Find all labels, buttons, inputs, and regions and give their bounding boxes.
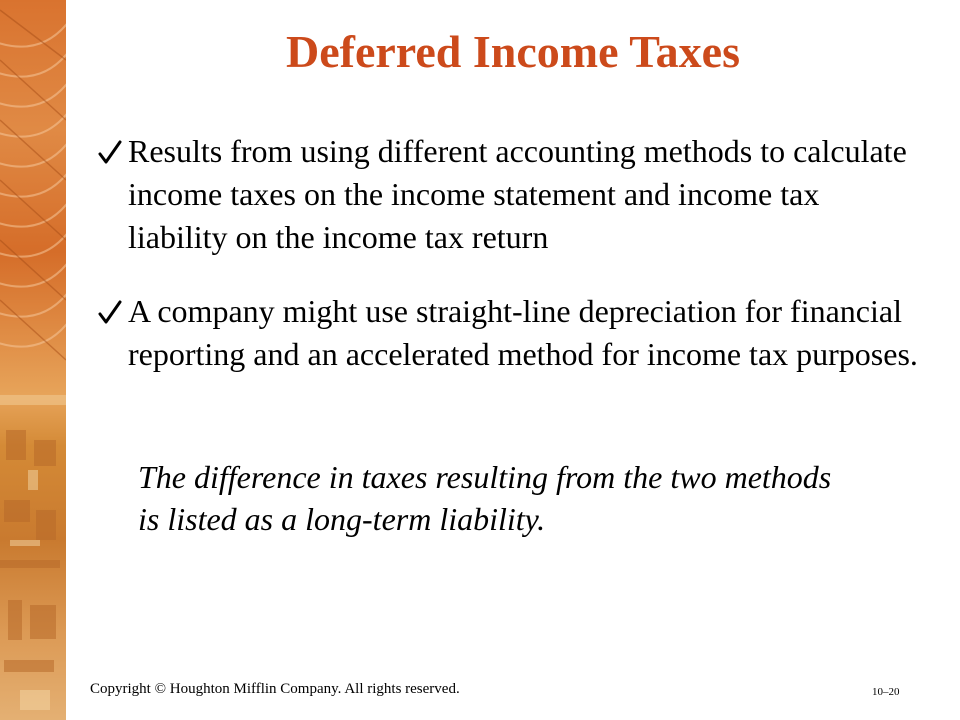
checkmark-icon (98, 130, 122, 173)
bullet-item (98, 130, 918, 259)
bullet-text: A company might use straight-line depreciation for financial reporting and an accelerated method for income tax purposes. (128, 293, 918, 372)
decorative-side-strip (0, 0, 66, 720)
checkmark-icon (98, 290, 122, 333)
slide-number: 10–20 (872, 686, 900, 698)
slide-title: Deferred Income Taxes (286, 26, 740, 77)
bullet-text: Results from using different accounting methods to calculate income taxes on the income statement and income tax liability on the income tax return (128, 133, 907, 255)
italic-note: The difference in taxes resulting from the two methods is listed as a long-term liability. (138, 459, 832, 537)
bullet-item (98, 290, 918, 376)
copyright-footer: Copyright © Houghton Mifflin Company. All rights reserved. (90, 681, 460, 697)
turbine-pattern-image (0, 0, 66, 720)
